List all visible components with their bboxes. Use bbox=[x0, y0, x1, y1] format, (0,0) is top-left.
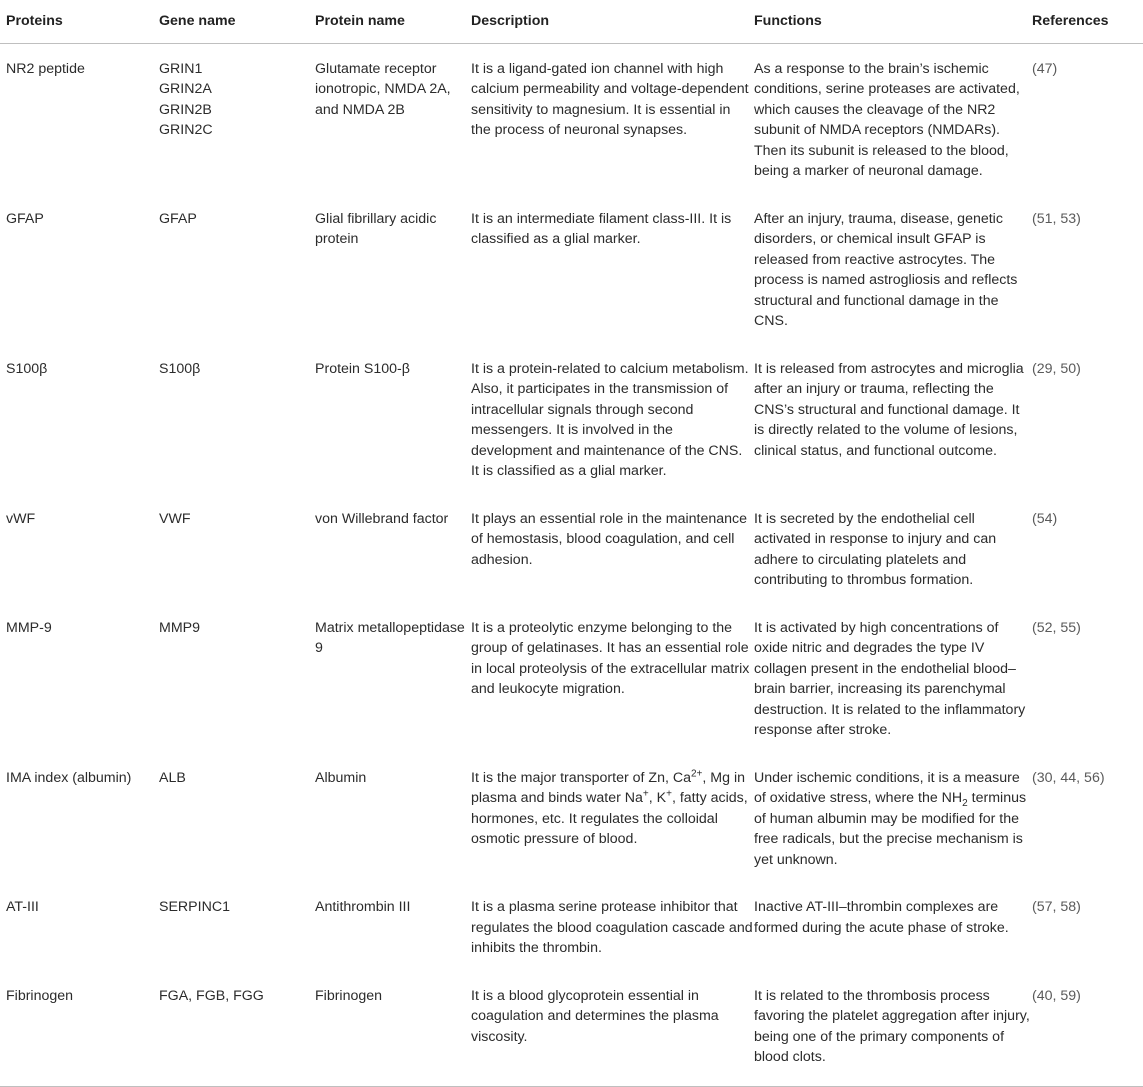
cell-gene-name bbox=[159, 753, 315, 883]
cell-protein-name: von Willebrand factor bbox=[315, 510, 449, 527]
gene-name: GRIN1 bbox=[159, 60, 203, 77]
cell-description: It plays an essential role in the maintenance of hemostasis, blood coagulation, and cell adhesion. bbox=[471, 510, 748, 568]
cell-protein-name: Glutamate receptor ionotropic, NMDA 2A, and NMDA 2B bbox=[315, 60, 451, 118]
header-description: Description bbox=[471, 0, 754, 43]
gene-name: MMP9 bbox=[159, 619, 200, 636]
cell-protein: vWF bbox=[6, 510, 36, 527]
superscript: 2+ bbox=[691, 767, 703, 779]
cell-gene-name bbox=[159, 43, 315, 194]
cell-references: (30, 44, 56) bbox=[1032, 769, 1105, 786]
gene-name: S100β bbox=[159, 360, 201, 377]
superscript: + bbox=[642, 788, 649, 800]
cell-protein: IMA index (albumin) bbox=[6, 769, 132, 786]
cell-references: (57, 58) bbox=[1032, 899, 1081, 915]
cell-description: It is a plasma serine protease inhibitor that regulates the blood coagulation cascade and inhibits the thrombin. bbox=[471, 899, 753, 956]
gene-name: GRIN2C bbox=[159, 122, 213, 138]
cell-description: It is an intermediate filament class-III. It is classified as a glial marker. bbox=[471, 210, 732, 247]
cell-protein-name: Antithrombin III bbox=[315, 899, 411, 915]
cell-functions: It is activated by high concentrations of oxide nitric and degrades the type IV collagen present in the endothelial blood–brain barrier, increasing its parenchymal destruction. It is related to the inflammatory response after stroke. bbox=[754, 619, 1026, 738]
description-text: , K bbox=[648, 790, 667, 806]
table-row bbox=[0, 194, 1143, 344]
cell-description bbox=[471, 753, 754, 883]
gene-name: VWF bbox=[159, 510, 191, 527]
cell-protein: Fibrinogen bbox=[6, 987, 74, 1004]
header-proteins: Proteins bbox=[0, 0, 159, 43]
cell-references: (40, 59) bbox=[1032, 987, 1081, 1004]
cell-references: (47) bbox=[1032, 60, 1058, 77]
table-row bbox=[0, 603, 1143, 753]
cell-gene-name bbox=[159, 344, 315, 494]
subscript: 2 bbox=[962, 797, 968, 809]
gene-name: GFAP bbox=[159, 210, 197, 227]
header-functions: Functions bbox=[754, 0, 1032, 43]
functions-text: terminus of human albumin may be modified for the free radicals, but the precise mechanism is yet unknown. bbox=[754, 790, 1027, 868]
gene-name: FGA, FGB, FGG bbox=[159, 987, 264, 1004]
cell-protein: S100β bbox=[6, 360, 48, 377]
gene-name: GRIN2A bbox=[159, 81, 212, 97]
table-header-row bbox=[0, 0, 1143, 43]
gene-name: SERPINC1 bbox=[159, 899, 230, 915]
cell-references: (52, 55) bbox=[1032, 619, 1081, 636]
cell-functions: It is released from astrocytes and microglia after an injury or trauma, reflecting the CNS’s structural and functional damage. It is directly related to the volume of lesions, clinical status, and functional outcome. bbox=[754, 360, 1024, 459]
header-references: References bbox=[1032, 0, 1143, 43]
cell-protein: NR2 peptide bbox=[6, 60, 85, 77]
cell-functions bbox=[754, 753, 1032, 883]
cell-functions: As a response to the brain’s ischemic conditions, serine proteases are activated, which causes the cleavage of the NR2 subunit of NMDA receptors (NMDARs). Then its subunit is released to the blood, being a marker of neuronal damage. bbox=[754, 60, 1020, 179]
table-row bbox=[0, 43, 1143, 194]
superscript: + bbox=[666, 788, 672, 800]
cell-gene-name bbox=[159, 882, 315, 971]
description-text: , fatty acids, hormones, etc. It regulates the colloidal osmotic pressure of blood. bbox=[471, 790, 748, 847]
cell-protein-name: Protein S100-β bbox=[315, 360, 410, 377]
description-text: , Mg in plasma and binds water Na bbox=[471, 769, 745, 806]
description-text: It is the major transporter of Zn, Ca bbox=[471, 769, 691, 786]
cell-references: (51, 53) bbox=[1032, 210, 1081, 227]
cell-description: It is a ligand-gated ion channel with high calcium permeability and voltage-dependent sensitivity to magnesium. It is essential in the process of neuronal synapses. bbox=[471, 60, 749, 138]
cell-protein-name: Albumin bbox=[315, 769, 367, 786]
cell-references: (54) bbox=[1032, 510, 1058, 527]
table-row bbox=[0, 882, 1143, 971]
cell-functions: It is related to the thrombosis process favoring the platelet aggregation after injury, being one of the primary components of blood clots. bbox=[754, 987, 1030, 1065]
gene-name: ALB bbox=[159, 769, 186, 786]
gene-name: GRIN2B bbox=[159, 101, 212, 118]
cell-gene-name bbox=[159, 194, 315, 344]
table-row bbox=[0, 971, 1143, 1087]
cell-protein-name: Fibrinogen bbox=[315, 987, 383, 1004]
cell-functions: Inactive AT-III–thrombin complexes are formed during the acute phase of stroke. bbox=[754, 899, 1009, 936]
cell-description: It is a proteolytic enzyme belonging to the group of gelatinases. It has an essential role in local proteolysis of the extracellular matrix and leukocyte migration. bbox=[471, 619, 750, 697]
cell-description: It is a blood glycoprotein essential in coagulation and determines the plasma viscosity. bbox=[471, 987, 719, 1045]
cell-protein: GFAP bbox=[6, 210, 44, 227]
cell-gene-name bbox=[159, 603, 315, 753]
table-row bbox=[0, 344, 1143, 494]
header-protein-name: Protein name bbox=[315, 0, 471, 43]
cell-description: It is a protein-related to calcium metabolism. Also, it participates in the transmission of intracellular signals through second messengers. It is involved in the development and maintenance of the CNS. It is classified as a glial marker. bbox=[471, 360, 749, 479]
cell-protein: MMP-9 bbox=[6, 619, 52, 636]
table-row bbox=[0, 494, 1143, 603]
cell-protein-name: Glial fibrillary acidic protein bbox=[315, 210, 437, 247]
cell-gene-name bbox=[159, 971, 315, 1087]
table-row bbox=[0, 753, 1143, 883]
cell-references: (29, 50) bbox=[1032, 360, 1081, 377]
functions-text: Under ischemic conditions, it is a measure of oxidative stress, where the NH bbox=[754, 769, 1020, 806]
cell-gene-name bbox=[159, 494, 315, 603]
cell-protein: AT-III bbox=[6, 899, 39, 915]
cell-functions: It is secreted by the endothelial cell activated in response to injury and can adhere to circulating platelets and contributing to thrombus formation. bbox=[754, 510, 997, 588]
cell-protein-name: Matrix metallopeptidase 9 bbox=[315, 619, 465, 656]
header-gene-name: Gene name bbox=[159, 0, 315, 43]
cell-functions: After an injury, trauma, disease, genetic disorders, or chemical insult GFAP is released from reactive astrocytes. The process is named astrogliosis and reflects structural and functional damage in the CNS. bbox=[754, 210, 1018, 329]
